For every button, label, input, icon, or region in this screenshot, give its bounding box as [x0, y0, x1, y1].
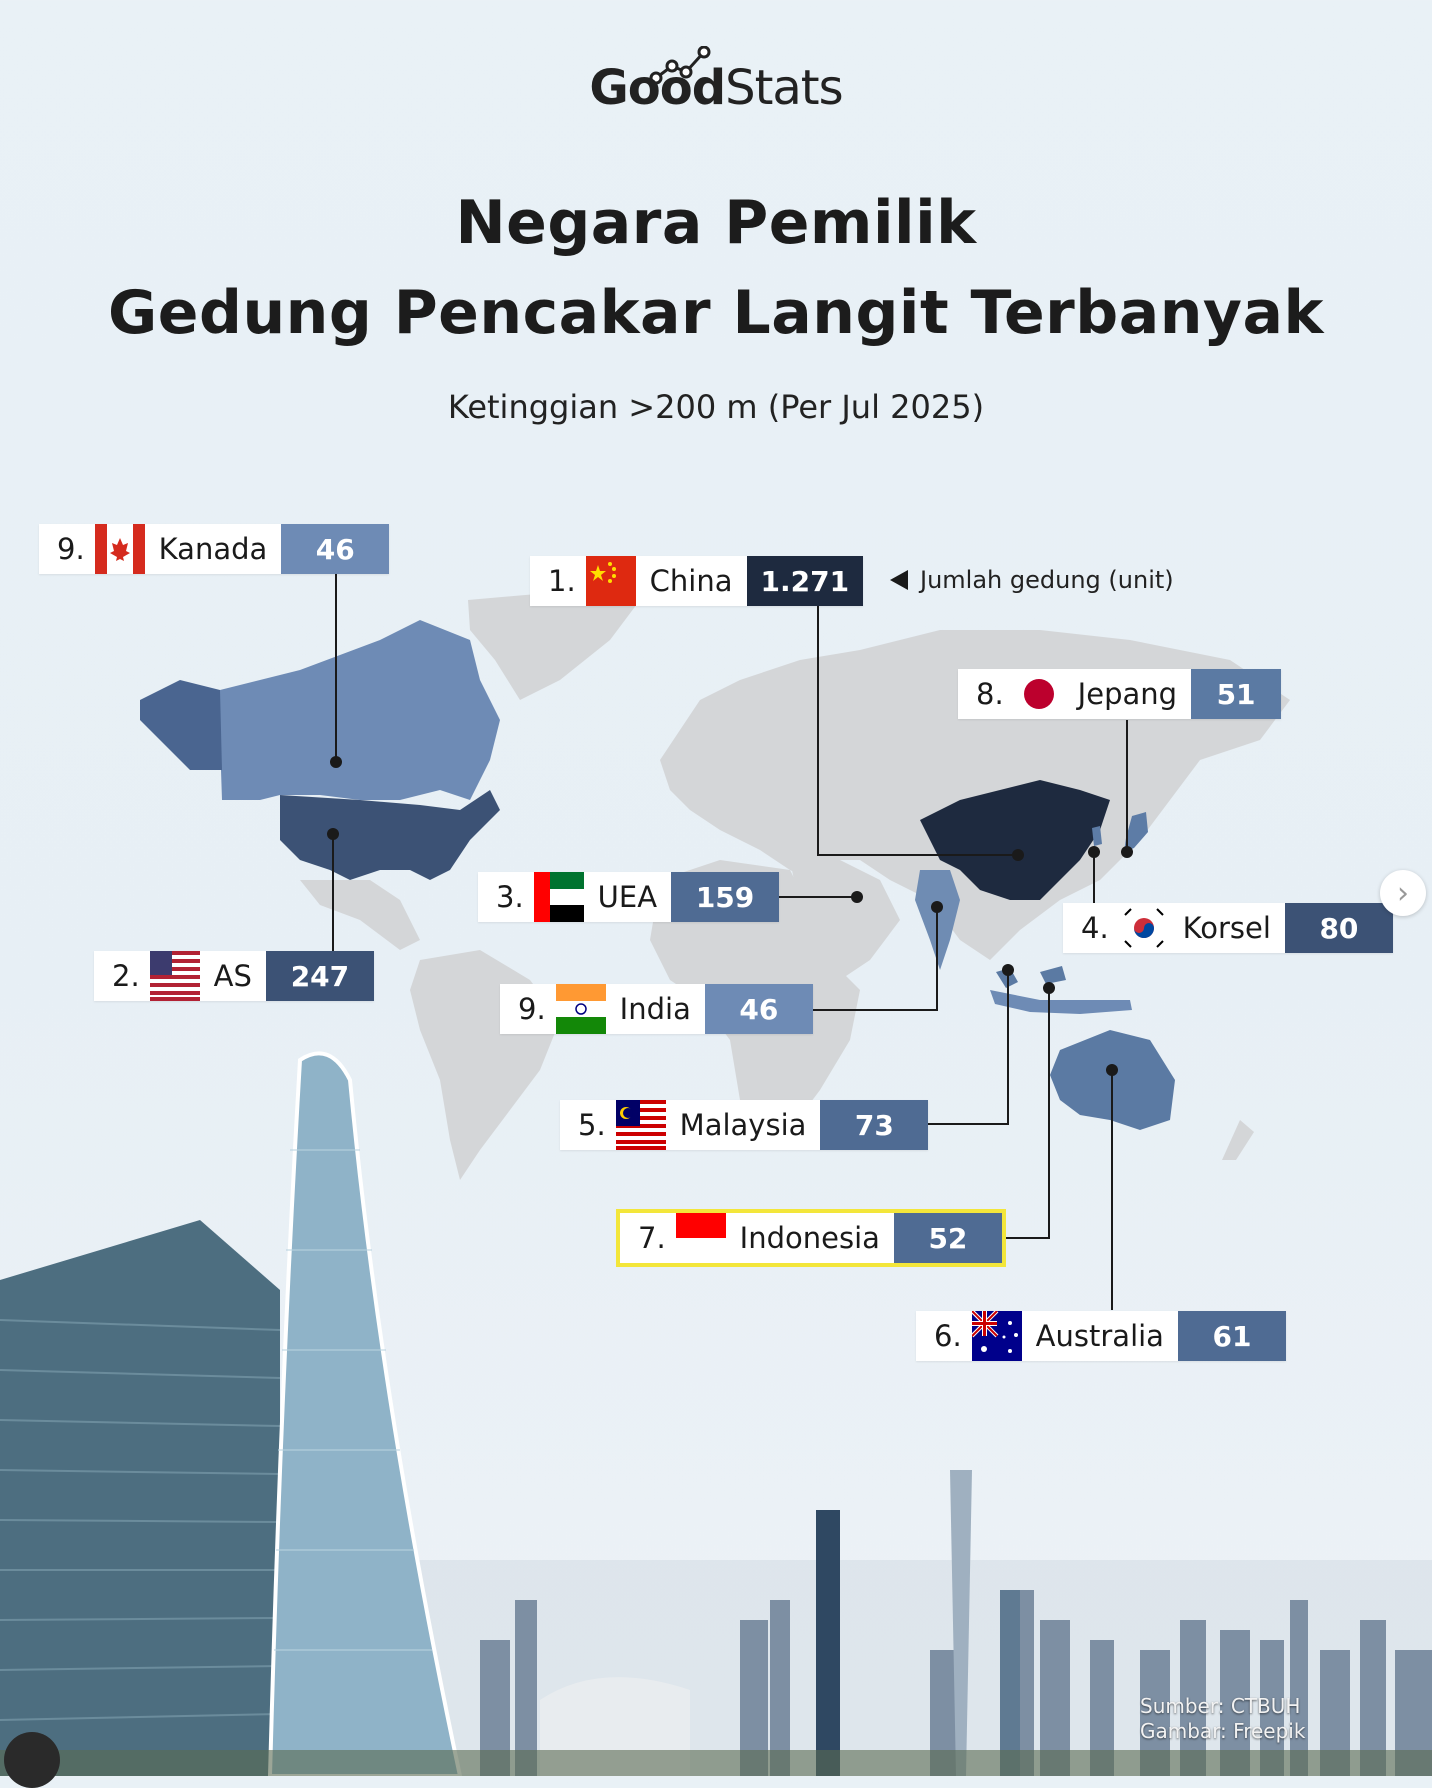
skyline-illustration	[0, 1053, 1432, 1776]
mexico-shape	[300, 880, 420, 950]
country-name: UEA	[597, 880, 658, 914]
rank: 4.	[1081, 911, 1109, 945]
title-line1: Negara Pemilik	[455, 188, 977, 258]
label-as	[94, 951, 374, 1001]
value-box: 61	[1178, 1311, 1286, 1361]
rank: 1.	[548, 564, 576, 598]
label-australia	[916, 1311, 1286, 1361]
label-indonesia	[620, 1213, 1002, 1263]
country-name: Australia	[1035, 1319, 1164, 1353]
rank: 9.	[518, 992, 546, 1026]
source-line1: Sumber: CTBUH	[1140, 1694, 1301, 1718]
pointer-triangle-icon	[890, 570, 908, 590]
alaska-shape	[140, 680, 222, 770]
chevron-right-icon: ›	[1397, 875, 1409, 911]
country-name: India	[619, 992, 691, 1026]
rank: 6.	[934, 1319, 962, 1353]
country-name: China	[649, 564, 733, 598]
logo-stats: Stats	[725, 60, 843, 116]
uae-flag-icon	[534, 872, 584, 922]
rank: 3.	[496, 880, 524, 914]
korea-flag-icon	[1119, 903, 1169, 953]
dot-china	[1012, 849, 1024, 861]
label-uea	[478, 872, 779, 922]
country-name: Kanada	[158, 532, 268, 566]
dot-india	[931, 901, 943, 913]
country-name: Malaysia	[679, 1108, 807, 1142]
canada-shape	[220, 620, 500, 800]
shanghai-tower	[270, 1053, 460, 1776]
rank: 2.	[112, 959, 140, 993]
legend-note-text: Jumlah gedung (unit)	[920, 566, 1174, 594]
dot-korsel	[1088, 846, 1100, 858]
leader-indonesia	[994, 988, 1049, 1238]
country-name: Indonesia	[739, 1221, 880, 1255]
dot-as	[327, 828, 339, 840]
rank: 5.	[578, 1108, 606, 1142]
rank: 8.	[976, 677, 1004, 711]
new-zealand-shape	[1222, 1120, 1254, 1160]
rank: 9.	[57, 532, 85, 566]
country-name: Korsel	[1182, 911, 1271, 945]
india-flag-icon	[556, 984, 606, 1034]
value-box: 159	[671, 872, 779, 922]
label-china	[530, 556, 863, 606]
tower-dark	[816, 1510, 840, 1776]
country-name: AS	[213, 959, 252, 993]
logo-good: Good	[589, 60, 726, 116]
value-box: 51	[1191, 669, 1281, 719]
dot-uea	[851, 891, 863, 903]
next-slide-button[interactable]	[1380, 870, 1426, 916]
title-line2: Gedung Pencakar Langit Terbanyak	[108, 278, 1324, 348]
label-korsel	[1063, 903, 1393, 953]
value-box: 73	[820, 1100, 928, 1150]
country-name: Jepang	[1077, 677, 1178, 711]
usa-flag-icon	[150, 951, 200, 1001]
dot-malaysia	[1002, 964, 1014, 976]
label-malaysia	[560, 1100, 928, 1150]
usa-shape	[280, 790, 500, 880]
dot-indonesia	[1043, 982, 1055, 994]
malaysia-flag-icon	[616, 1100, 666, 1150]
legend-note	[890, 566, 1174, 594]
office-tower	[0, 1220, 280, 1776]
rank: 7.	[638, 1221, 666, 1255]
dot-jepang	[1121, 846, 1133, 858]
avatar[interactable]	[4, 1732, 60, 1788]
greenland-shape	[468, 592, 640, 700]
value-box: 80	[1285, 903, 1393, 953]
label-jepang	[958, 669, 1281, 719]
label-india	[500, 984, 813, 1034]
canada-flag-icon	[95, 524, 145, 574]
dot-australia	[1106, 1064, 1118, 1076]
japan-flag-icon	[1014, 669, 1064, 719]
value-box: 52	[894, 1213, 1002, 1263]
dot-kanada	[330, 756, 342, 768]
indonesia-flag-icon	[676, 1213, 726, 1263]
source-credit	[1140, 1694, 1305, 1744]
china-flag-icon	[586, 556, 636, 606]
value-box: 46	[281, 524, 389, 574]
value-box: 247	[266, 951, 374, 1001]
label-kanada	[39, 524, 389, 574]
australia-flag-icon	[972, 1311, 1022, 1361]
source-line2: Gambar: Freepik	[1140, 1719, 1306, 1743]
value-box: 46	[705, 984, 813, 1034]
subtitle: Ketinggian >200 m (Per Jul 2025)	[447, 388, 985, 426]
value-box: 1.271	[747, 556, 864, 606]
indonesia-shape	[990, 990, 1132, 1014]
